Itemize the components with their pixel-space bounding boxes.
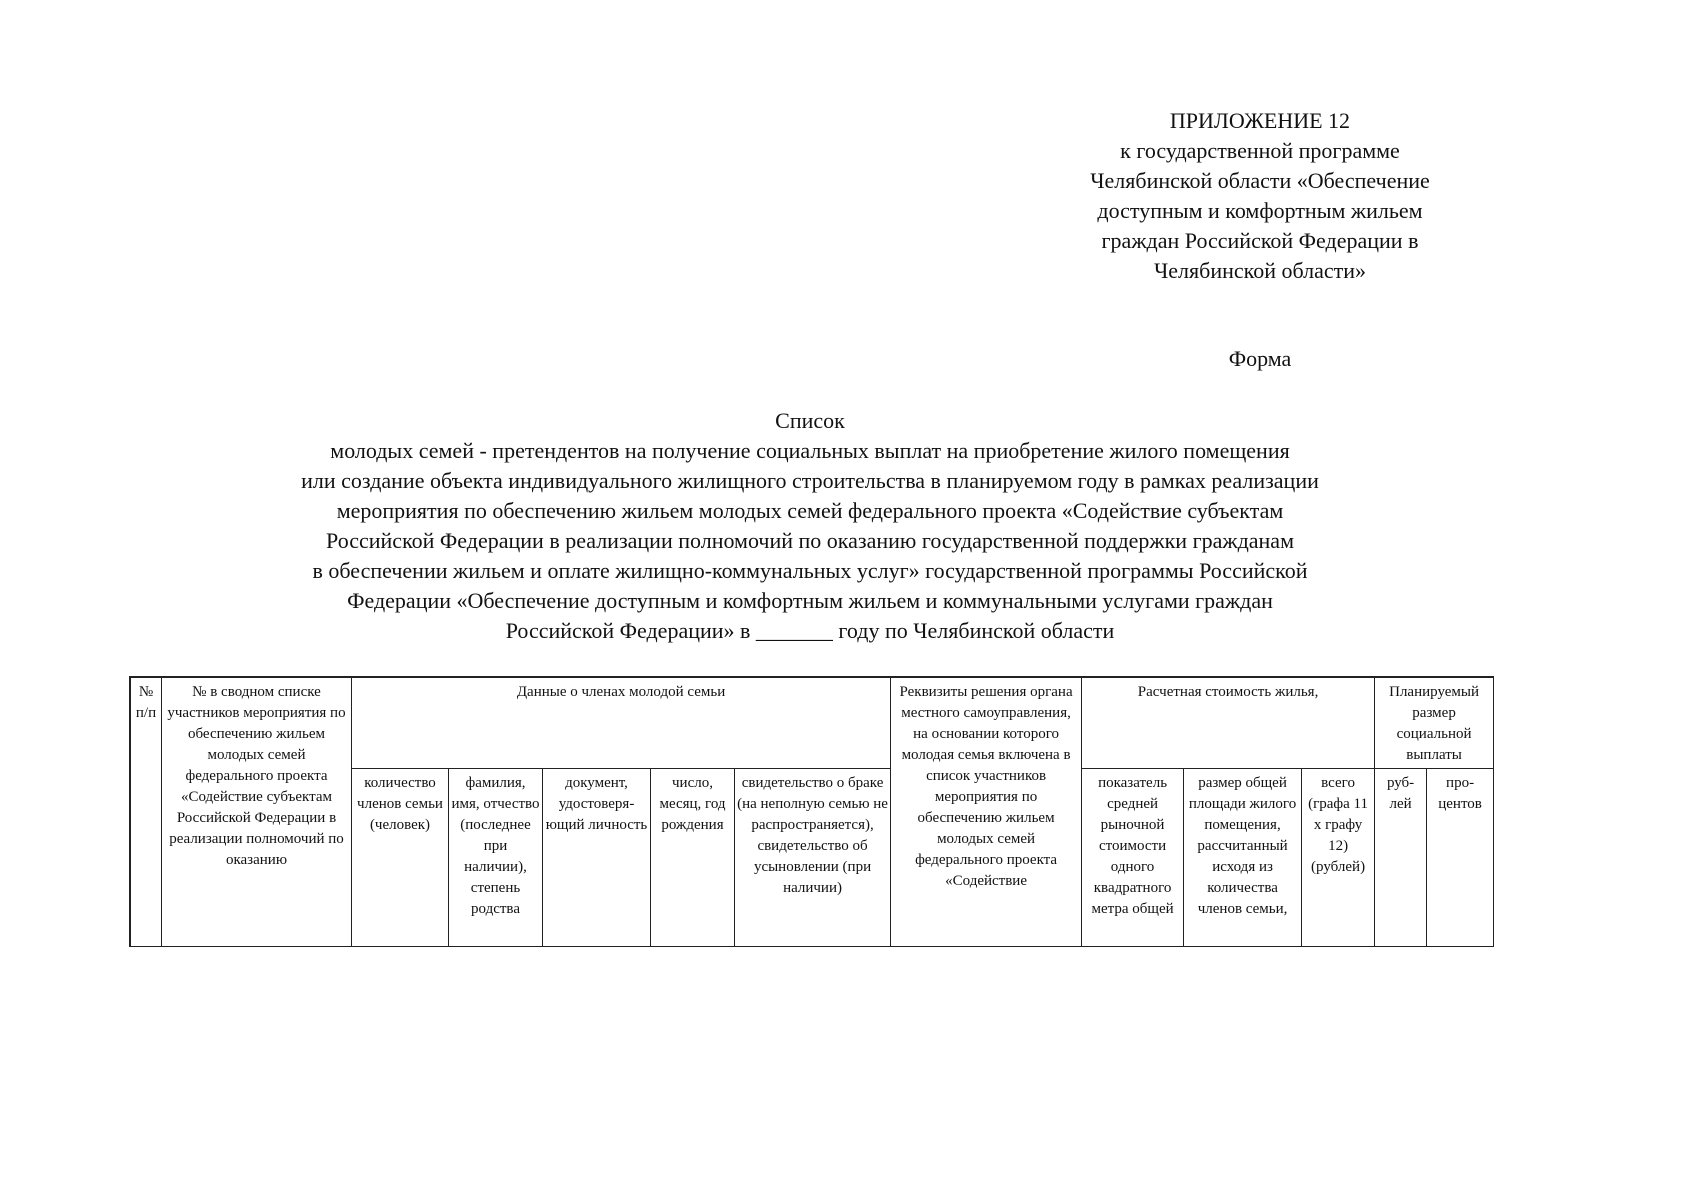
col-header-total: всего (графа 11 х графу 12) (рублей) bbox=[1302, 769, 1375, 948]
title-line: Федерации «Обеспечение доступным и комфортным жильем и коммунальными услугами граждан bbox=[347, 588, 1273, 613]
appendix-block bbox=[1030, 106, 1490, 286]
col-header-rubles: руб-лей bbox=[1375, 769, 1427, 948]
appendix-line: граждан Российской Федерации в bbox=[1101, 228, 1419, 253]
appendix-line: Челябинской области» bbox=[1153, 258, 1367, 283]
col-header-percent: про-центов bbox=[1427, 769, 1494, 948]
col-header-document: документ, удостоверя-ющий личность bbox=[543, 769, 651, 948]
col-header-number: № п/п bbox=[131, 678, 162, 948]
col-header-decision: Реквизиты решения органа местного самоуправления, на основании которого молодая семья включена в список участников мероприятия по обеспечению жильем молодых семей федерального проекта «Содействие bbox=[891, 678, 1082, 948]
col-header-certificate: свидетельство о браке (на неполную семью не распространяется), свидетельство об усыновлении (при наличии) bbox=[735, 769, 891, 948]
col-header-payment: Планируемый размер социальной выплаты bbox=[1375, 678, 1494, 769]
col-header-cost: Расчетная стоимость жилья, bbox=[1082, 678, 1375, 769]
form-label: Форма bbox=[1228, 346, 1292, 371]
appendix-line: доступным и комфортным жильем bbox=[1097, 198, 1423, 223]
col-header-fio: фамилия, имя, отчество (последнее при наличии), степень родства bbox=[449, 769, 543, 948]
col-header-family-data: Данные о членах молодой семьи bbox=[352, 678, 891, 769]
col-header-area: размер общей площади жилого помещения, рассчитанный исходя из количества членов семьи, bbox=[1184, 769, 1302, 948]
col-header-members-count: количество членов семьи (человек) bbox=[352, 769, 449, 948]
title-line: Российской Федерации» в _______ году по Челябинской области bbox=[505, 618, 1115, 643]
title-line: мероприятия по обеспечению жильем молодых семей федерального проекта «Содействие субъектам bbox=[336, 498, 1284, 523]
appendix-line: ПРИЛОЖЕНИЕ 12 bbox=[1169, 108, 1351, 133]
families-table-wrapper bbox=[129, 676, 1494, 947]
document-title bbox=[130, 406, 1490, 646]
families-table bbox=[130, 677, 1494, 947]
col-header-list-number: № в сводном списке участников мероприятия по обеспечению жильем молодых семей федерального проекта «Содействие субъектам Российской Федерации в реализации полномочий по оказанию bbox=[162, 678, 352, 948]
col-header-birth: число, месяц, год рождения bbox=[651, 769, 735, 948]
appendix-line: Челябинской области «Обеспечение bbox=[1090, 168, 1430, 193]
col-header-price-index: показатель средней рыночной стоимости одного квадратного метра общей bbox=[1082, 769, 1184, 948]
title-line: молодых семей - претендентов на получение социальных выплат на приобретение жилого помещения bbox=[330, 438, 1290, 463]
title-line: Российской Федерации в реализации полномочий по оказанию государственной поддержки гражданам bbox=[326, 528, 1294, 553]
title-line: в обеспечении жильем и оплате жилищно-коммунальных услуг» государственной программы Российской bbox=[312, 558, 1308, 583]
title-heading: Список bbox=[775, 408, 845, 433]
appendix-line: к государственной программе bbox=[1120, 138, 1400, 163]
title-line: или создание объекта индивидуального жилищного строительства в планируемом году в рамках реализации bbox=[301, 468, 1319, 493]
